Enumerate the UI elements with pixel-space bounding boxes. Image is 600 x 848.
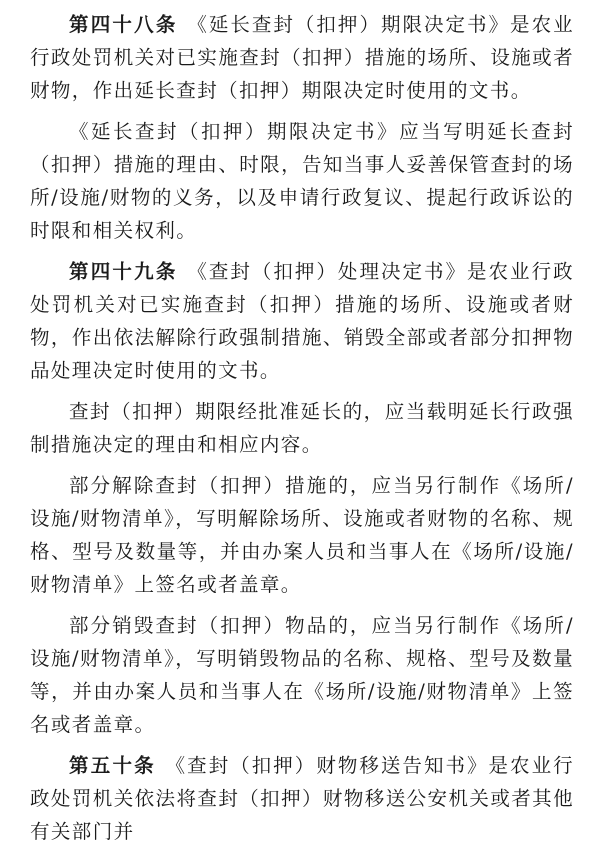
paragraph-extension-note (30, 395, 574, 461)
paragraph-text: 部分解除查封（扣押）措施的，应当另行制作《场所/设施/财物清单》，写明解除场所、设施或者财物的名称、规格、型号及数量等，并由办案人员和当事人在《场所/设施/财物清单》上签名或者盖章。 (30, 474, 574, 596)
paragraph-article-50 (30, 749, 574, 848)
paragraph-text: 《查封（扣押）处理决定书》是农业行政处罚机关对已实施查封（扣押）措施的场所、设施或者财物，作出依法解除行政强制措施、销毁全部或者部分扣押物品处理决定时使用的文书。 (30, 260, 574, 382)
paragraph-text: 部分销毁查封（扣押）物品的，应当另行制作《场所/设施/财物清单》，写明销毁物品的名称、规格、型号及数量等，并由办案人员和当事人在《场所/设施/财物清单》上签名或者盖章。 (30, 614, 574, 736)
paragraph-text: 《延长查封（扣押）期限决定书》应当写明延长查封（扣押）措施的理由、时限，告知当事人妥善保管查封的场所/设施/财物的义务，以及申请行政复议、提起行政诉讼的时限和相关权利。 (30, 120, 574, 242)
paragraph-text: 《延长查封（扣押）期限决定书》是农业行政处罚机关对已实施查封（扣押）措施的场所、设施或者财物，作出延长查封（扣押）期限决定时使用的文书。 (30, 13, 574, 102)
article-number: 第四十九条 (69, 260, 178, 283)
paragraph-article-48 (30, 8, 574, 107)
article-number: 第四十八条 (69, 13, 178, 36)
paragraph-text: 《查封（扣押）财物移送告知书》是农业行政处罚机关依法将查封（扣押）财物移送公安机关或者其他有关部门并 (30, 754, 574, 843)
paragraph-partial-release (30, 469, 574, 601)
paragraph-text: 查封（扣押）期限经批准延长的，应当载明延长行政强制措施决定的理由和相应内容。 (30, 400, 574, 456)
paragraph-article-49 (30, 255, 574, 387)
article-number: 第五十条 (69, 754, 156, 777)
paragraph-article-48-detail (30, 115, 574, 247)
paragraph-partial-destruction (30, 609, 574, 741)
